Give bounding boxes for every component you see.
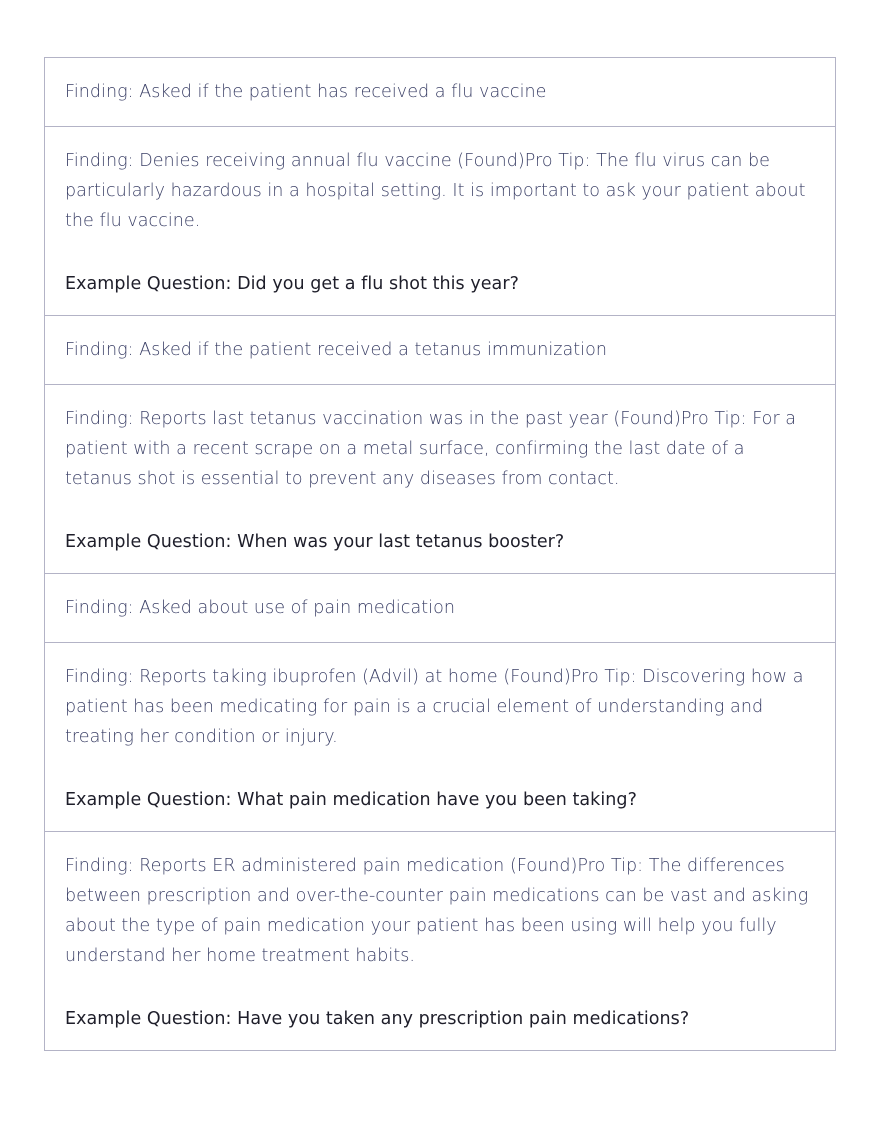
finding-text: Finding: Denies receiving annual flu vaccine (Found)Pro Tip: The flu virus can be particularly hazardous in a hospital setting. It is important to ask your patient about the flu vaccine.: [65, 151, 806, 231]
finding-text: Finding: Asked if the patient received a tetanus immunization: [65, 340, 607, 360]
finding-row-flu-vaccine-denied: [45, 127, 835, 316]
finding-row-tetanus-asked: [45, 316, 835, 385]
example-question: Example Question: What pain medication have you been taking?: [65, 790, 637, 810]
example-question: Example Question: When was your last tetanus booster?: [65, 532, 565, 552]
finding-text: Finding: Reports taking ibuprofen (Advil) at home (Found)Pro Tip: Discovering how a patient has been medicating for pain is a crucial element of understanding and treating her condition or injury.: [65, 667, 804, 747]
finding-row-er-pain-medication: [45, 832, 835, 1051]
findings-table: [44, 57, 836, 1051]
finding-row-ibuprofen-reported: [45, 643, 835, 832]
finding-text: Finding: Reports ER administered pain medication (Found)Pro Tip: The differences between prescription and over-the-counter pain medications can be vast and asking about the type of pain medication your patient has been using will help you fully understand her home treatment habits.: [65, 856, 809, 966]
finding-text: Finding: Asked if the patient has received a flu vaccine: [65, 82, 547, 102]
finding-text: Finding: Asked about use of pain medication: [65, 598, 455, 618]
finding-text: Finding: Reports last tetanus vaccination was in the past year (Found)Pro Tip: For a patient with a recent scrape on a metal surface, confirming the last date of a tetanus shot is essential to prevent any diseases from contact.: [65, 409, 797, 489]
example-question: Example Question: Did you get a flu shot this year?: [65, 274, 519, 294]
finding-row-flu-vaccine-asked: [45, 58, 835, 127]
finding-row-pain-medication-asked: [45, 574, 835, 643]
finding-row-tetanus-reported: [45, 385, 835, 574]
example-question: Example Question: Have you taken any prescription pain medications?: [65, 1009, 690, 1029]
